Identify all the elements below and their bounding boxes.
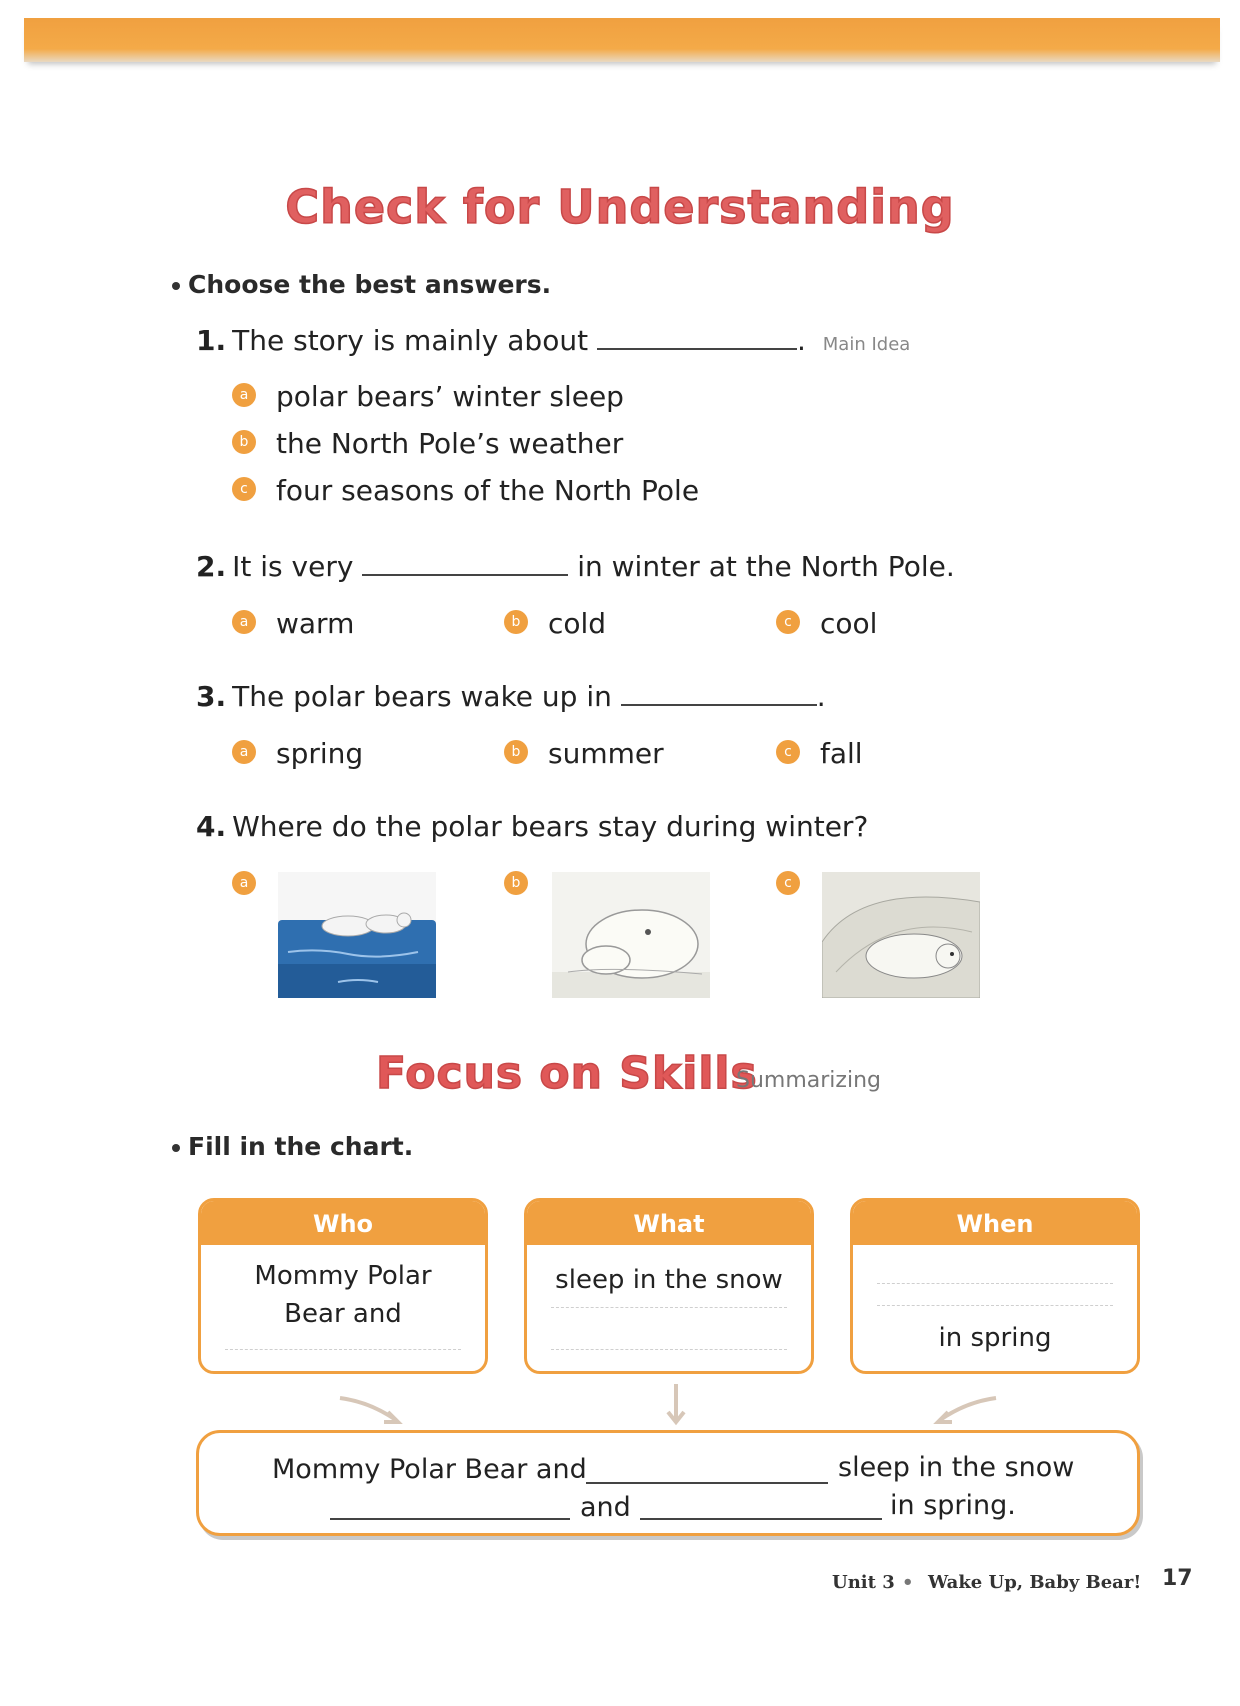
- page-title: Check for Understanding: [285, 180, 955, 234]
- option-c-circle: c: [232, 477, 256, 501]
- summary-text-1: Mommy Polar Bear and: [272, 1454, 587, 1485]
- option-b-circle: b: [504, 871, 528, 895]
- skill-tag: Main Idea: [822, 334, 911, 355]
- skills-subtitle: Summarizing: [736, 1068, 881, 1093]
- footer-separator: •: [902, 1572, 914, 1593]
- box-header-who: Who: [201, 1201, 485, 1245]
- option-c-circle: c: [776, 610, 800, 634]
- footer-unit: Unit 3: [832, 1572, 895, 1593]
- arrow-right-icon: [940, 1398, 996, 1420]
- arrow-left-icon: [340, 1398, 396, 1420]
- who-line-2: Bear and: [284, 1299, 402, 1329]
- option-c-circle: c: [776, 871, 800, 895]
- option-c-circle: c: [776, 740, 800, 764]
- box-header-what: What: [527, 1201, 811, 1245]
- q1-option-a[interactable]: a polar bears’ winter sleep: [232, 380, 624, 413]
- option-b-circle: b: [232, 430, 256, 454]
- option-b-circle: b: [504, 740, 528, 764]
- summary-blank-1[interactable]: [586, 1458, 828, 1484]
- what-line-1: sleep in the snow: [555, 1265, 783, 1295]
- page-number: 17: [1162, 1566, 1193, 1591]
- q2-option-a[interactable]: a warm: [232, 607, 354, 640]
- q1-option-c[interactable]: c four seasons of the North Pole: [232, 474, 699, 507]
- option-a-circle: a: [232, 871, 256, 895]
- skills-title: Focus on Skills: [376, 1048, 758, 1099]
- when-line-2: in spring: [938, 1323, 1052, 1353]
- q3-option-c[interactable]: c fall: [776, 737, 863, 770]
- q2-option-c[interactable]: c cool: [776, 607, 877, 640]
- question-1: 1. The story is mainly about . Main Idea: [196, 324, 911, 357]
- who-line-1: Mommy Polar: [254, 1261, 432, 1291]
- summary-blank-3[interactable]: [640, 1494, 882, 1520]
- summary-blank-2[interactable]: [330, 1494, 570, 1520]
- summary-text-3: and: [580, 1492, 631, 1523]
- footer-story-title: Wake Up, Baby Bear!: [928, 1572, 1142, 1593]
- option-a-circle: a: [232, 383, 256, 407]
- q3-option-a[interactable]: a spring: [232, 737, 363, 770]
- instruction-choose: Choose the best answers.: [172, 270, 551, 299]
- instruction-fill-chart: Fill in the chart.: [172, 1132, 413, 1161]
- option-a-circle: a: [232, 610, 256, 634]
- summary-text-4: in spring.: [890, 1490, 1016, 1521]
- q1-option-b[interactable]: b the North Pole’s weather: [232, 427, 623, 460]
- box-header-when: When: [853, 1201, 1137, 1245]
- summary-text-2: sleep in the snow: [838, 1452, 1075, 1483]
- q3-option-b[interactable]: b summer: [504, 737, 664, 770]
- question-2: 2. It is very in winter at the North Pole.: [196, 550, 955, 583]
- q2-option-b[interactable]: b cold: [504, 607, 606, 640]
- question-4: 4. Where do the polar bears stay during winter?: [196, 810, 869, 843]
- option-a-circle: a: [232, 740, 256, 764]
- question-3: 3. The polar bears wake up in .: [196, 680, 826, 713]
- option-b-circle: b: [504, 610, 528, 634]
